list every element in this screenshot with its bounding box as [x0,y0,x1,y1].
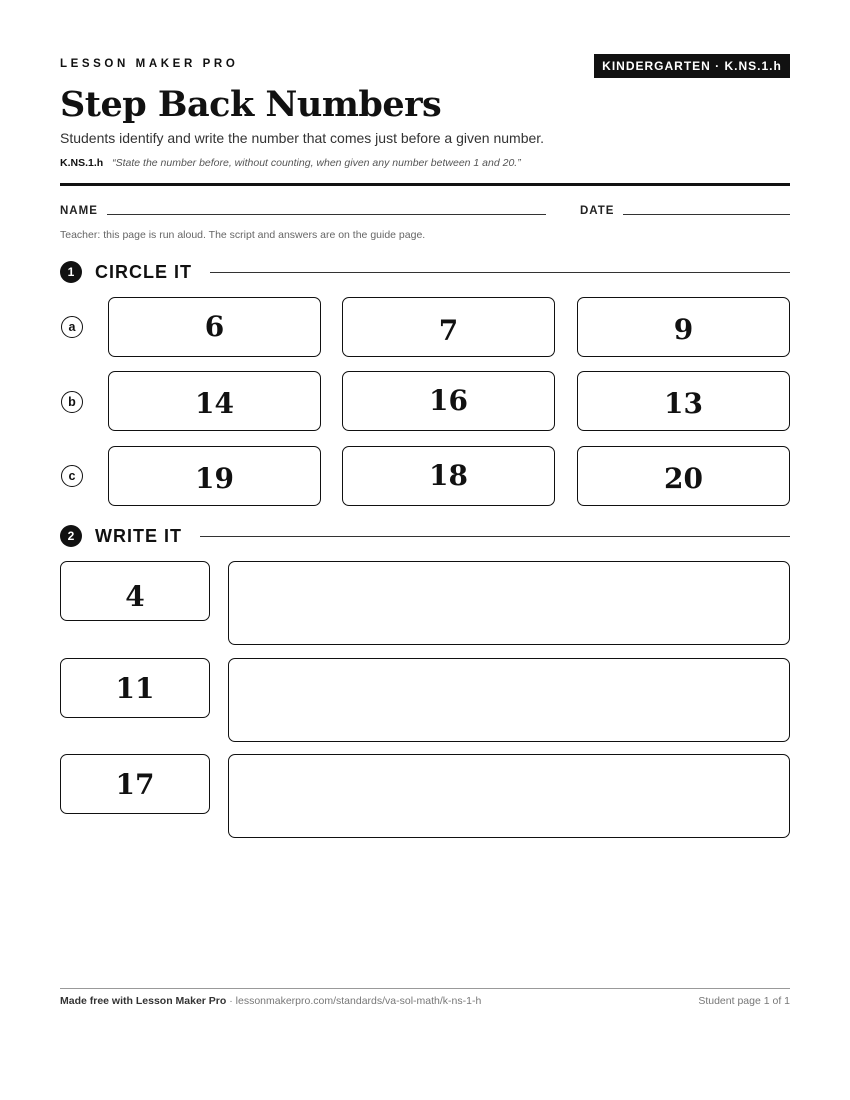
circle-option[interactable]: 20 [577,446,790,506]
circle-option[interactable]: 14 [108,371,321,431]
section-rule [200,536,790,537]
circle-option[interactable]: 18 [342,446,555,506]
circle-option[interactable]: 19 [108,446,321,506]
footer-credit [60,995,481,1007]
section-number-badge: 2 [60,525,82,547]
circle-option[interactable]: 6 [108,297,321,357]
footer-page-number: Student page 1 of 1 [698,995,790,1007]
section-rule [210,272,790,273]
section-title: WRITE IT [95,525,182,546]
name-label: NAME [60,205,98,217]
footer-url[interactable]: · lessonmakerpro.com/standards/va-sol-math/k-ns-1-h [226,995,482,1007]
write-answer-box[interactable] [228,754,790,838]
section-write-it-header [60,524,790,548]
footer-divider [60,988,790,989]
grade-standard-badge: KINDERGARTEN · K.NS.1.h [594,54,790,78]
standard-text: “State the number before, without counting, when given any number between 1 and 20.” [112,157,521,169]
write-prompt-number: 4 [60,561,210,621]
circle-option[interactable]: 9 [577,297,790,357]
section-circle-it-header [60,260,790,284]
footer-made-with: Made free with Lesson Maker Pro [60,995,227,1007]
write-answer-box[interactable] [228,658,790,742]
standard-line [60,157,521,169]
brand-wordmark: LESSON MAKER PRO [60,58,239,70]
section-number-badge: 1 [60,261,82,283]
row-letter-c: c [61,465,83,487]
name-field[interactable] [107,214,546,215]
write-prompt-number: 11 [60,658,210,718]
write-answer-box[interactable] [228,561,790,645]
header-divider [60,183,790,186]
page-title: Step Back Numbers [60,84,442,125]
circle-option[interactable]: 16 [342,371,555,431]
date-field[interactable] [623,214,790,215]
circle-option[interactable]: 7 [342,297,555,357]
teacher-note: Teacher: this page is run aloud. The script and answers are on the guide page. [60,229,426,241]
circle-option[interactable]: 13 [577,371,790,431]
section-title: CIRCLE IT [95,261,192,282]
row-letter-b: b [61,391,83,413]
page-subtitle: Students identify and write the number that comes just before a given number. [60,130,545,146]
standard-code: K.NS.1.h [60,157,104,169]
write-prompt-number: 17 [60,754,210,814]
date-label: DATE [580,205,615,217]
row-letter-a: a [61,316,83,338]
